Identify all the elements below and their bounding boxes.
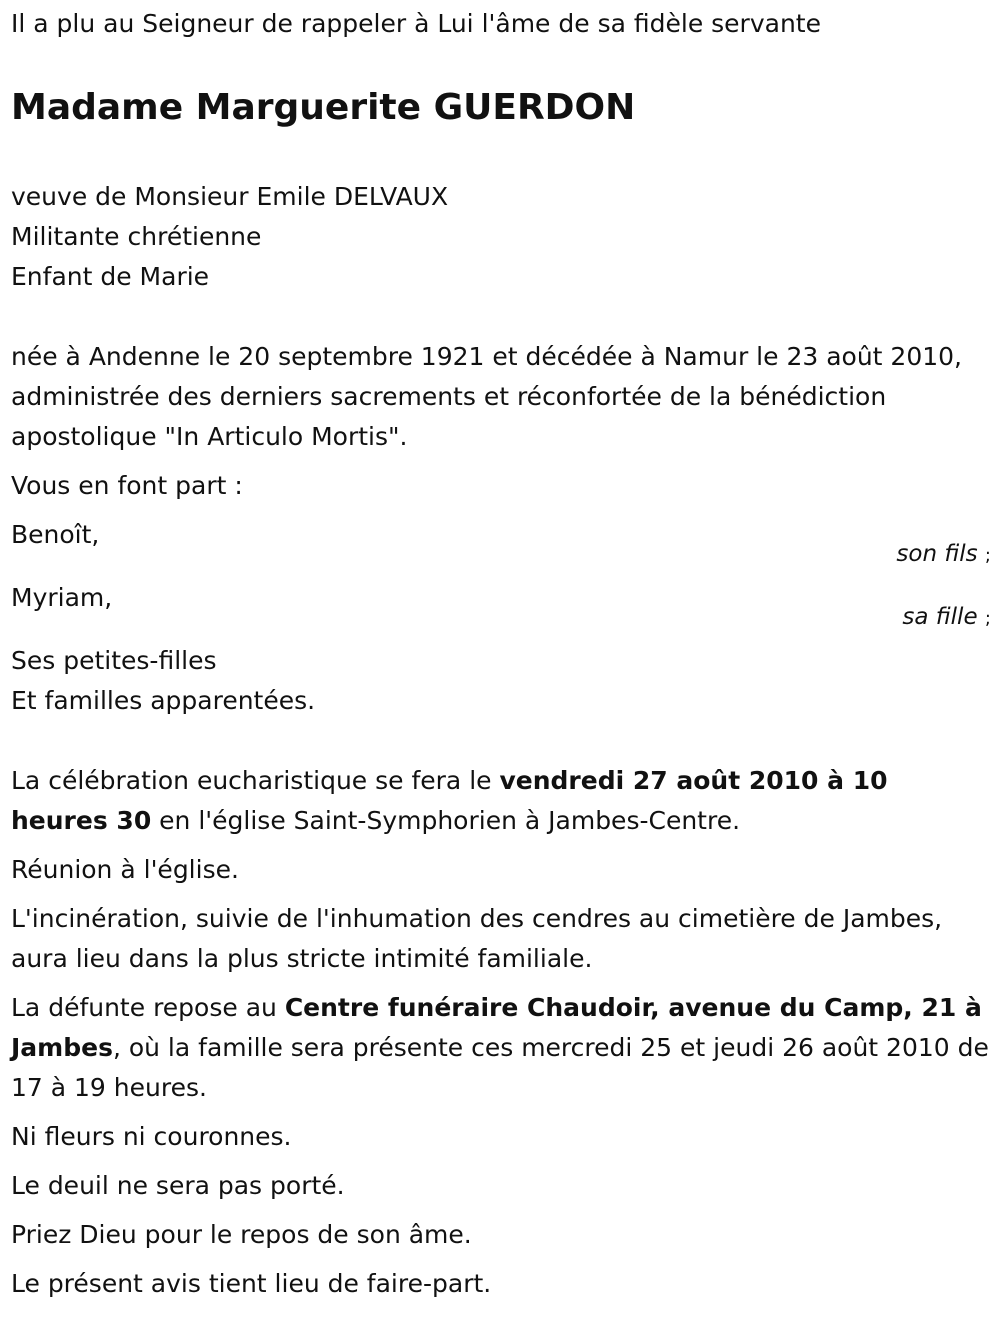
ceremony-datetime: vendredi 27 août 2010 à 10 heures 30	[11, 766, 888, 835]
family-member-name: Benoît,	[11, 520, 100, 549]
ceremony-prefix: La célébration eucharistique se fera le	[11, 766, 500, 795]
family-extra-block	[11, 641, 991, 721]
intro-text: Il a plu au Seigneur de rappeler à Lui l'âme de sa fidèle servante	[11, 9, 821, 38]
deceased-name: Madame Marguerite GUERDON	[11, 87, 636, 128]
repose-suffix: , où la famille sera présente ces mercredi 25 et jeudi 26 août 2010 de 17 à 19 heures.	[11, 1033, 989, 1102]
obituary-notice	[11, 4, 991, 1313]
birth-death-text: née à Andenne le 20 septembre 1921 et décédée à Namur le 23 août 2010, administrée des derniers sacrements et réconfortée de la bénédiction apostolique "In Articulo Mortis".	[11, 342, 962, 451]
repose-prefix: La défunte repose au	[11, 993, 285, 1022]
cremation-text: L'incinération, suivie de l'inhumation des cendres au cimetière de Jambes, aura lieu dans la plus stricte intimité familiale.	[11, 904, 943, 973]
closing-line: Ni fleurs ni couronnes.	[11, 1122, 292, 1151]
title-line: veuve de Monsieur Emile DELVAUX	[11, 182, 449, 211]
repose-text	[11, 988, 991, 1108]
family-member-role	[902, 602, 991, 634]
notify-intro: Vous en font part :	[11, 471, 243, 500]
family-member	[11, 578, 991, 641]
titles-block	[11, 177, 991, 297]
family-extra-line: Ses petites-filles	[11, 646, 217, 675]
family-role-label: son fils	[896, 541, 978, 567]
meeting-text: Réunion à l'église.	[11, 855, 239, 884]
ceremony-text	[11, 761, 991, 841]
family-member-role	[896, 539, 991, 571]
family-role-punct: ;	[984, 545, 991, 566]
ceremony-suffix: en l'église Saint-Symphorien à Jambes-Centre.	[151, 806, 741, 835]
family-member	[11, 515, 991, 578]
family-member-name: Myriam,	[11, 583, 113, 612]
family-role-punct: ;	[984, 608, 991, 629]
title-line: Militante chrétienne	[11, 222, 262, 251]
title-line: Enfant de Marie	[11, 262, 210, 291]
closing-line: Priez Dieu pour le repos de son âme.	[11, 1220, 472, 1249]
closing-line: Le deuil ne sera pas porté.	[11, 1171, 345, 1200]
family-role-label: sa fille	[902, 604, 978, 630]
family-extra-line: Et familles apparentées.	[11, 686, 316, 715]
closing-line: Le présent avis tient lieu de faire-part.	[11, 1269, 492, 1298]
repose-location: Centre funéraire Chaudoir, avenue du Camp, 21 à Jambes	[11, 993, 982, 1062]
